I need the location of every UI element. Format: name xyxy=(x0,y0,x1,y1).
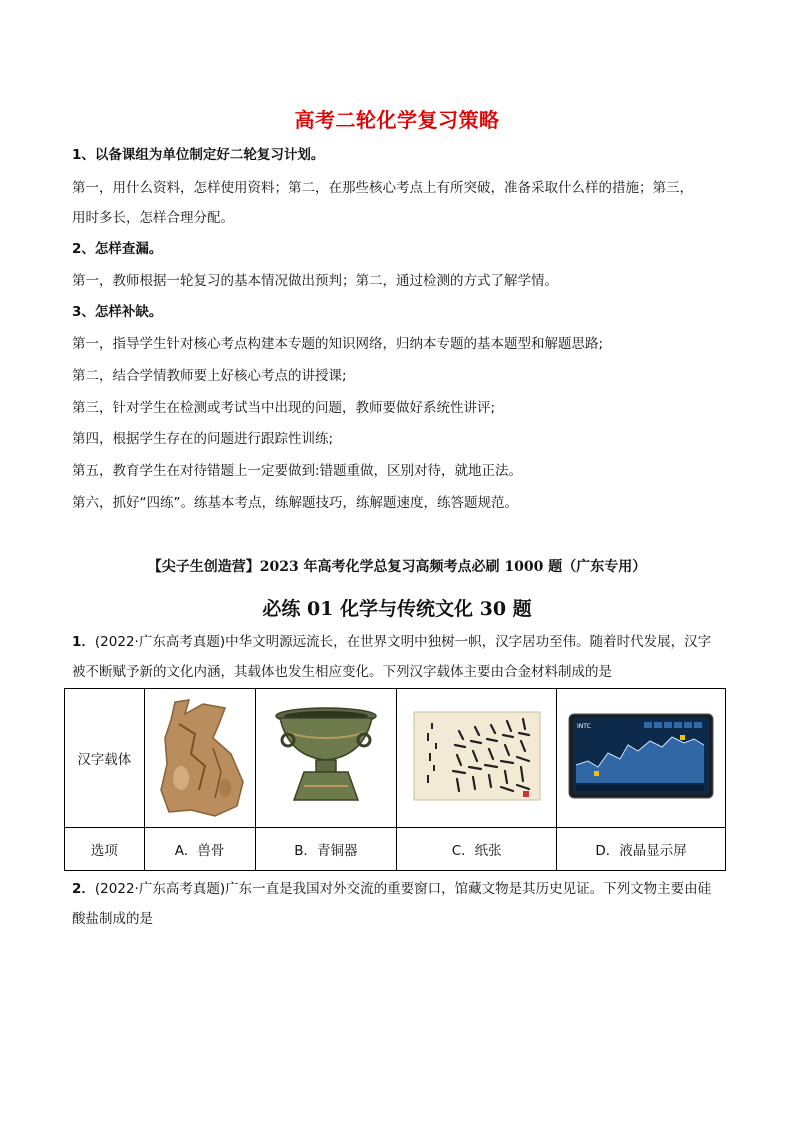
bronze-vessel-image xyxy=(274,706,378,806)
table-cell-d-image xyxy=(557,689,726,828)
section-heading-2: 2、怎样查漏。 xyxy=(72,241,163,257)
section-3-line-2: 第二，结合学情教师要上好核心考点的讲授课; xyxy=(72,368,347,384)
question-1-number: 1． xyxy=(72,634,95,650)
lcd-screen-image xyxy=(568,713,714,799)
section-heading-1: 1、以备课组为单位制定好二轮复习计划。 xyxy=(72,147,325,163)
table-row xyxy=(65,828,726,871)
screen-ticker: INTC xyxy=(577,723,591,730)
calligraphy-paper-image xyxy=(413,711,541,801)
question-2-line-1 xyxy=(72,880,722,898)
carrier-table xyxy=(64,688,726,871)
question-2-number: 2． xyxy=(72,881,95,897)
section-3-line-1: 第一，指导学生针对核心考点构建本专题的知识网络，归纳本专题的基本题型和解题思路; xyxy=(72,336,604,352)
question-1-text-1: (2022·广东高考真题)中华文明源远流长，在世界文明中独树一帜，汉字居功至伟。随着时代发展，汉字 xyxy=(94,634,712,650)
option-a: A．兽骨 xyxy=(144,828,255,871)
section-3-line-5: 第五，教育学生在对待错题上一定要做到:错题重做，区别对待，就地正法。 xyxy=(72,463,523,479)
section-heading-3: 3、怎样补缺。 xyxy=(72,304,163,320)
book-subtitle: 【尖子生创造营】2023 年高考化学总复习高频考点必刷 1000 题（广东专用） xyxy=(147,559,647,575)
section-2-line-1: 第一，教师根据一轮复习的基本情况做出预判；第二，通过检测的方式了解学情。 xyxy=(72,273,558,289)
table-cell-b-image xyxy=(255,689,397,828)
section-3-line-6: 第六，抓好“四练”。练基本考点，练解题技巧，练解题速度，练答题规范。 xyxy=(72,495,518,511)
question-1-line-2: 被不断赋予新的文化内涵，其载体也发生相应变化。下列汉字载体主要由合金材料制成的是 xyxy=(72,664,612,680)
option-b: B．青铜器 xyxy=(255,828,397,871)
option-d: D．液晶显示屏 xyxy=(557,828,726,871)
section-1-line-2: 用时多长，怎样合理分配。 xyxy=(72,210,234,226)
question-1-line-1 xyxy=(72,633,722,651)
question-2-text-1: (2022·广东高考真题)广东一直是我国对外交流的重要窗口，馆藏文物是其历史见证。下列文物主要由硅 xyxy=(94,881,712,897)
question-2-line-2: 酸盐制成的是 xyxy=(72,911,153,927)
section-1-line-1: 第一，用什么资料，怎样使用资料；第二，在那些核心考点上有所突破，准备采取什么样的措施；第三， xyxy=(72,180,693,196)
row-label-option: 选项 xyxy=(65,828,145,871)
section-3-line-4: 第四，根据学生存在的问题进行跟踪性训练; xyxy=(72,431,334,447)
row-label-carrier: 汉字载体 xyxy=(65,689,145,828)
table-cell-c-image xyxy=(397,689,557,828)
option-c: C．纸张 xyxy=(397,828,557,871)
table-row xyxy=(65,689,726,828)
animal-bone-image xyxy=(155,694,245,819)
table-cell-a-image xyxy=(144,689,255,828)
exercise-title: 必练 01 化学与传统文化 30 题 xyxy=(262,598,532,620)
section-3-line-3: 第三，针对学生在检测或考试当中出现的问题，教师要做好系统性讲评; xyxy=(72,400,496,416)
page-title: 高考二轮化学复习策略 xyxy=(294,108,500,132)
